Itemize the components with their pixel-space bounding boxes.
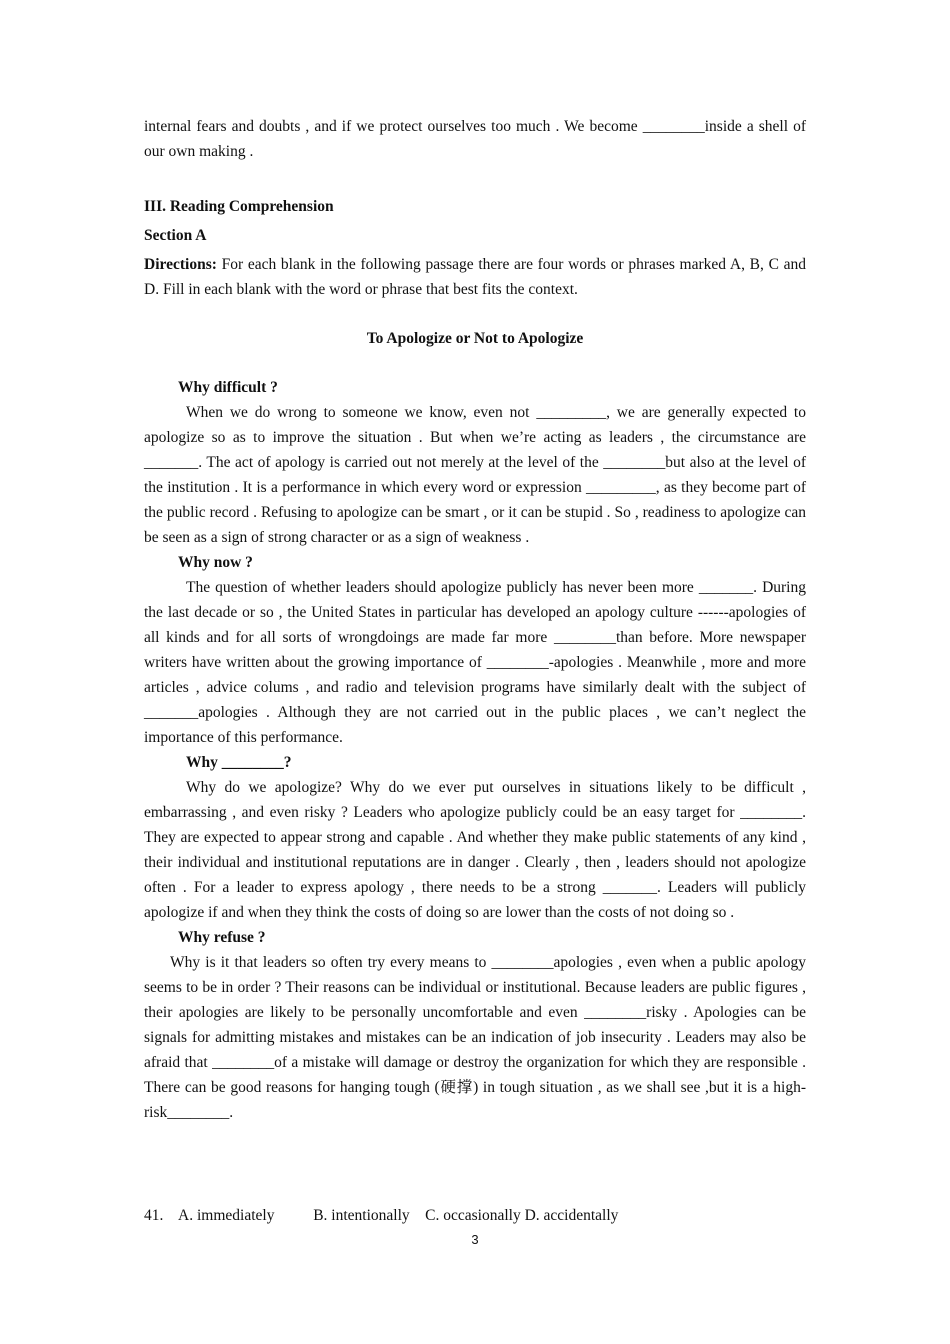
intro-paragraph: internal fears and doubts , and if we protect ourselves too much . We become ________inside a shell of our own making . xyxy=(144,118,806,160)
paragraph-why-refuse: Why is it that leaders so often try every means to ________apologies , even when a public apology seems to be in order ? Their reasons can be individual or institutional. Because leaders are public figures , their apologies are likely to be personally uncomfortable and even ________risky . Apologies can be signals for admitting mistakes and mistakes can be an indication of job insecurity . Leaders may also be afraid that ________of a mistake will damage or destroy the organization for which they are responsible . There can be good reasons for hanging tough (硬撑) in tough situation , as we shall see ,but it is a high-risk________. xyxy=(144,954,806,1121)
section-heading-why-difficult: Why difficult ? xyxy=(178,379,278,396)
section-heading: III. Reading Comprehension xyxy=(144,198,334,215)
directions-text: For each blank in the following passage there are four words or phrases marked A, B, C and D. Fill in each blank with the word or phrase that best fits the context. xyxy=(144,256,806,298)
paragraph-why-now: The question of whether leaders should apologize publicly has never been more _______. During the last decade or so , the United States in particular has developed an apology culture ------apologies of all kinds and for all sorts of wrongdoings are made far more ________than before. More newspaper writers have written about the growing importance of ________-apologies . Meanwhile , more and more articles , advice colums , and radio and television programs have similarly dealt with the subject of _______apologies . Although they are not carried out in the public places , we can’t neglect the importance of this performance. xyxy=(144,579,806,746)
option-d: D. accidentally xyxy=(524,1207,619,1224)
passage-title: To Apologize or Not to Apologize xyxy=(366,330,584,347)
spacer xyxy=(144,164,806,188)
question-41 xyxy=(144,1203,618,1228)
section-heading-why-now: Why now ? xyxy=(178,554,253,571)
option-b: B. intentionally xyxy=(313,1207,410,1224)
paragraph-why-blank: Why do we apologize? Why do we ever put ourselves in situations likely to be difficult , embarrassing , and even risky ? Leaders who apologize publicly could be an easy target for ________. They are expected to appear strong and capable . And whether they make public statements of any kind , their individual and institutional reputations are in danger . Clearly , then , leaders should not apologize often . For a leader to express apology , there needs to be a strong _______. Leaders will publicly apologize if and when they think the costs of doing so are lower than the costs of not doing so . xyxy=(144,779,806,921)
section-heading-why-blank: Why ________? xyxy=(186,754,292,771)
page-number: 3 xyxy=(471,1232,479,1247)
directions-paragraph xyxy=(144,252,806,302)
paragraph-why-difficult: When we do wrong to someone we know, even not _________, we are generally expected to apologize so as to improve the situation . But when we’re acting as leaders , the circumstance are _______. The act of apology is carried out not merely at the level of the ________but also at the level of the institution . It is a performance in which every word or expression _________, as they become part of the public record . Refusing to apologize can be smart , or it can be stupid . So , readiness to apologize can be seen as a sign of strong character or as a sign of weakness . xyxy=(144,404,806,546)
section-subheading: Section A xyxy=(144,227,207,244)
document-body xyxy=(144,114,806,1125)
section-heading-why-refuse: Why refuse ? xyxy=(178,929,266,946)
option-c: C. occasionally xyxy=(425,1207,521,1224)
question-number: 41. xyxy=(144,1207,164,1224)
spacer xyxy=(144,302,806,324)
option-a: A. immediately xyxy=(178,1207,275,1224)
directions-label: Directions: xyxy=(144,256,217,273)
spacer xyxy=(144,351,806,373)
